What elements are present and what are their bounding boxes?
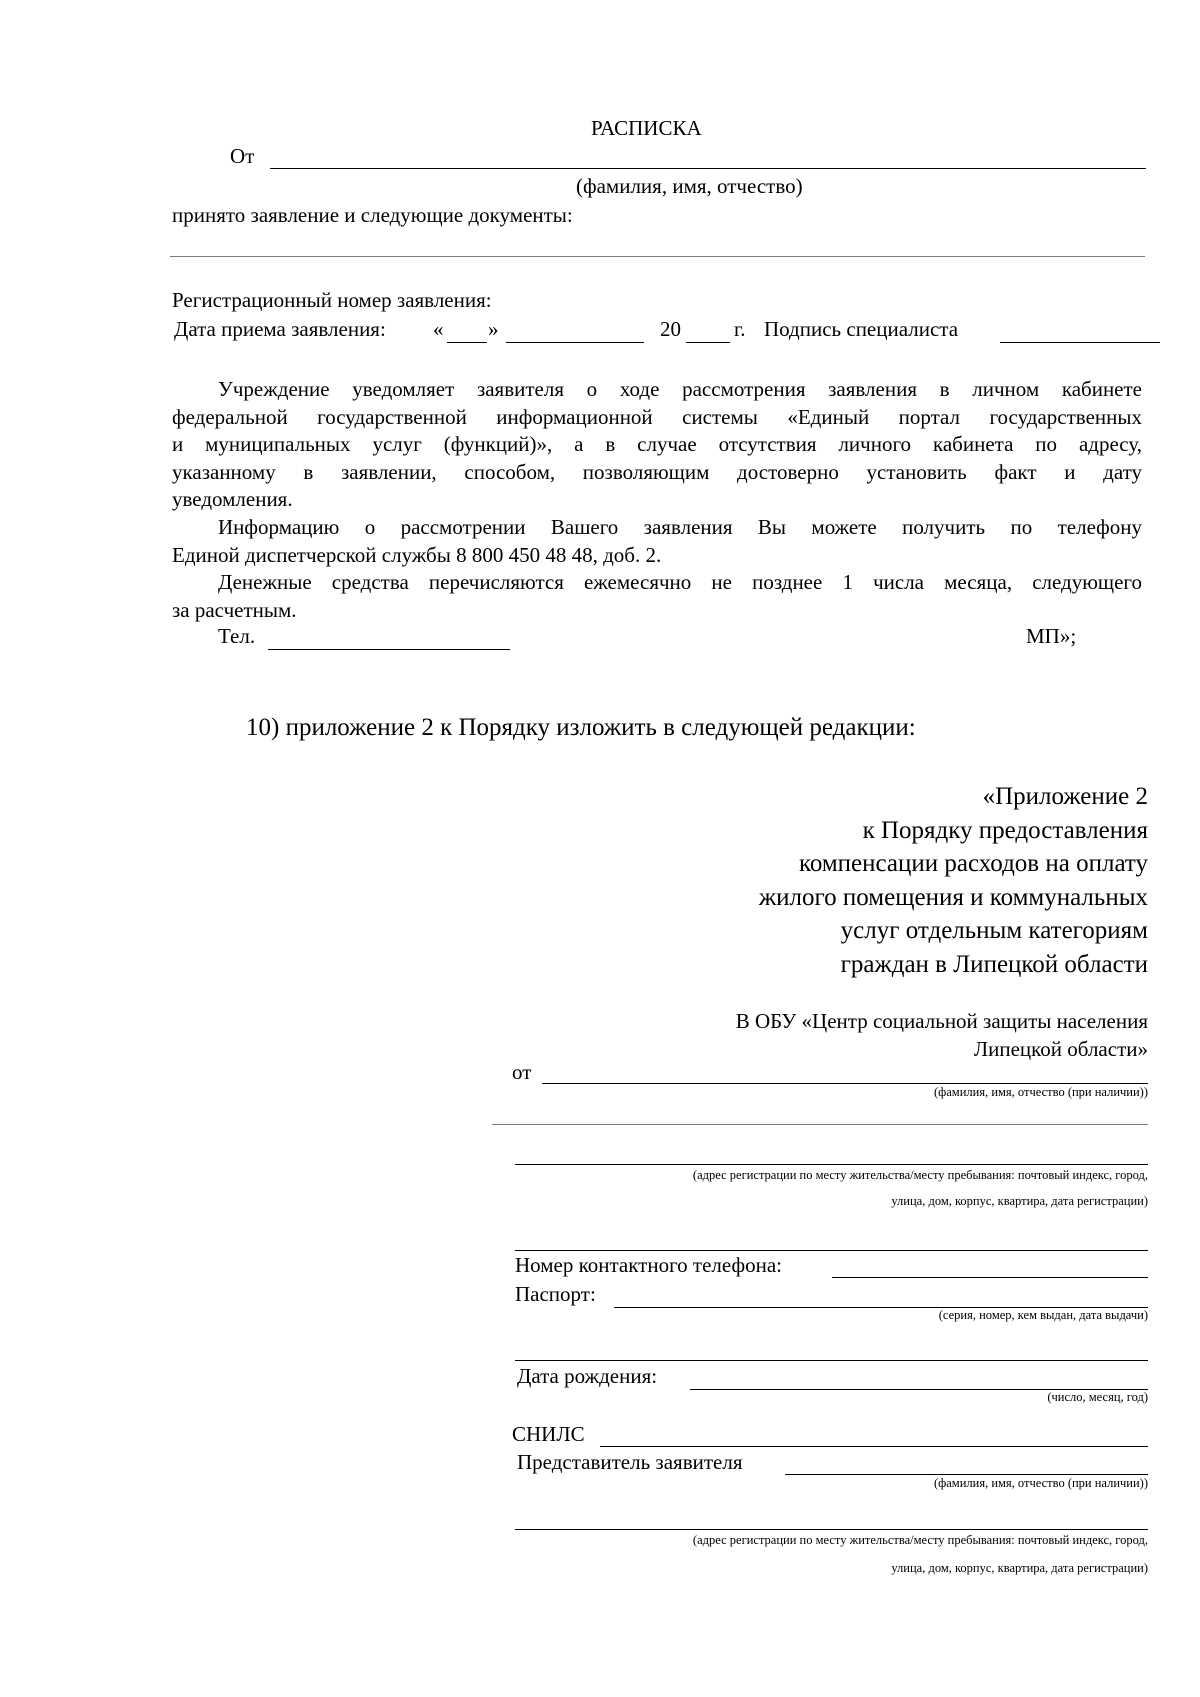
form-snils-label: СНИЛС [512,1422,585,1446]
form-phone-line[interactable] [832,1277,1148,1278]
receipt-date-open-quote: « [433,317,444,341]
paragraph-line: уведомления. [172,487,293,511]
receipt-phone-line[interactable] [268,649,510,650]
form-birth-caption: (число, месяц, год) [1047,1390,1148,1404]
form-recipient [600,1007,1148,1063]
form-passport-label: Паспорт: [515,1282,596,1306]
form-representative-label: Представитель заявителя [517,1450,743,1474]
appendix-header [600,780,1148,981]
receipt-paragraph-2 [172,514,1142,569]
appendix-header-line: граждан в Липецкой области [840,950,1148,978]
receipt-phone-label: Тел. [218,624,256,648]
receipt-documents-line[interactable] [170,256,1145,257]
receipt-paragraph-1 [172,376,1142,514]
receipt-signature-line[interactable] [1000,342,1160,343]
form-passport-caption: (серия, номер, кем выдан, дата выдачи) [938,1308,1148,1322]
appendix-header-line: «Приложение 2 [982,783,1148,810]
receipt-fio-line[interactable] [270,168,1146,169]
form-snils-line[interactable] [600,1446,1148,1447]
receipt-year-prefix: 20 [660,317,681,341]
receipt-day-line[interactable] [447,342,487,343]
receipt-paragraph-3 [172,569,1142,624]
form-fio-line[interactable] [542,1083,1148,1084]
paragraph-line: Денежные средства перечисляются ежемесячно не позднее 1 числа месяца, следующего [218,570,1142,594]
form-phone-label: Номер контактного телефона: [515,1253,782,1277]
receipt-date-close-quote: » [488,317,499,341]
form-rep-address-caption-2: улица, дом, корпус, квартира, дата регистрации) [891,1561,1148,1575]
amendment-text: 10) приложение 2 к Порядку изложить в следующей редакции: [246,714,916,741]
form-rep-address-line[interactable] [515,1529,1148,1530]
form-recipient-line-2: Липецкой области» [973,1037,1148,1061]
receipt-year-suffix: г. [734,317,746,341]
paragraph-line: и муниципальных услуг (функций)», а в случае отсутствия личного кабинета по адресу, [172,432,1142,456]
form-rep-address-caption-1: (адрес регистрации по месту жительства/месту пребывания: почтовый индекс, город, [692,1533,1148,1547]
paragraph-line: федеральной государственной информационной системы «Единый портал государственных [172,404,1142,429]
receipt-title: РАСПИСКА [591,116,702,140]
receipt-date-label: Дата приема заявления: [174,317,386,341]
form-fio-continuation-line[interactable] [492,1124,1148,1125]
form-address-caption-1: (адрес регистрации по месту жительства/месту пребывания: почтовый индекс, город, [692,1168,1148,1182]
appendix-header-line: жилого помещения и коммунальных [758,883,1148,911]
form-passport-continuation-line[interactable] [515,1360,1148,1361]
appendix-header-line: к Порядку предоставления [862,816,1148,844]
paragraph-line: Информацию о рассмотрении Вашего заявления Вы можете получить по телефону [218,515,1142,539]
paragraph-line: Учреждение уведомляет заявителя о ходе рассмотрения заявления в личном кабинете [218,377,1142,401]
appendix-header-line: услуг отдельным категориям [840,917,1148,944]
form-recipient-line-1: В ОБУ «Центр социальной защиты населения [735,1009,1148,1033]
receipt-fio-caption: (фамилия, имя, отчество) [576,174,803,198]
form-address-caption-2: улица, дом, корпус, квартира, дата регистрации) [891,1194,1148,1208]
form-rep-fio-caption: (фамилия, имя, отчество (при наличии)) [933,1476,1148,1490]
receipt-accepted-text: принято заявление и следующие документы: [172,203,573,227]
receipt-from-label: От [230,144,255,168]
form-birth-label: Дата рождения: [517,1364,658,1388]
paragraph-line: Единой диспетчерской службы 8 800 450 48 48, доб. 2. [172,542,662,567]
appendix-header-line: компенсации расходов на оплату [798,850,1148,877]
receipt-specialist-signature-label: Подпись специалиста [764,317,959,341]
receipt-stamp-label: МП»; [1026,624,1077,648]
form-address-continuation-line[interactable] [515,1250,1148,1251]
receipt-month-line[interactable] [506,342,644,343]
paragraph-line: за расчетным. [172,597,297,622]
form-from-label: от [512,1060,532,1084]
receipt-year-line[interactable] [686,342,730,343]
form-fio-caption: (фамилия, имя, отчество (при наличии)) [933,1085,1148,1099]
receipt-reg-number-label: Регистрационный номер заявления: [172,288,492,312]
form-representative-line[interactable] [785,1474,1148,1475]
paragraph-line: указанному в заявлении, способом, позволяющим достоверно установить факт и дату [172,459,1142,484]
form-address-line[interactable] [515,1164,1148,1165]
